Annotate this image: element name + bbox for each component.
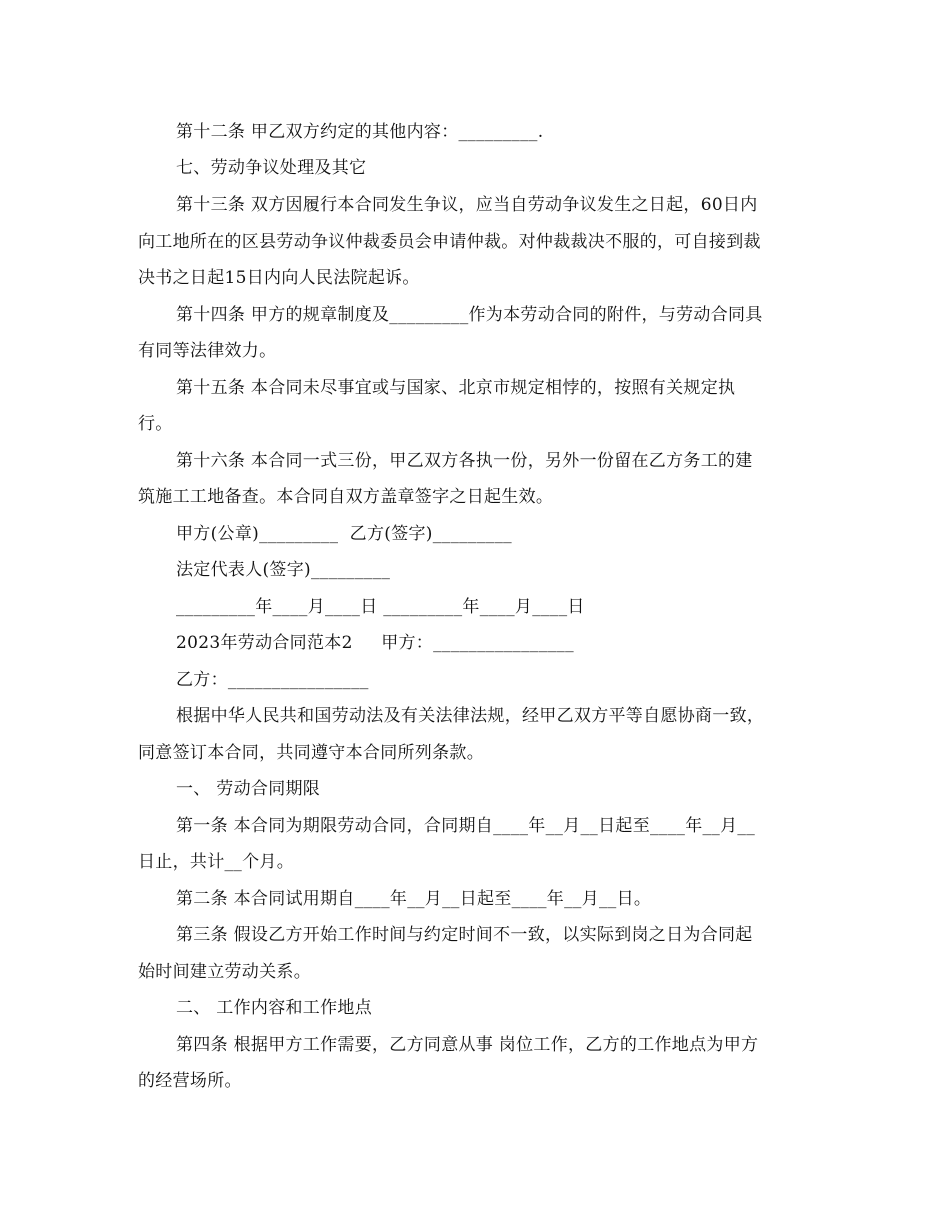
preamble-line-2: 同意签订本合同，共同遵守本合同所列条款。 xyxy=(138,743,484,763)
clause-13-line-3: 决书之日起15日内向人民法院起诉。 xyxy=(138,268,420,288)
clause-13-line-2: 向工地所在的区县劳动争议仲裁委员会申请仲裁。对仲裁裁决不服的，可自接到裁 xyxy=(138,232,761,252)
section-2-heading: 二、 工作内容和工作地点 xyxy=(176,998,373,1018)
preamble-line-1: 根据中华人民共和国劳动法及有关法律法规，经甲乙双方平等自愿协商一致， xyxy=(176,706,765,726)
party-b-line: 乙方：________________ xyxy=(176,670,369,690)
clause-3-line-2: 始时间建立劳动关系。 xyxy=(138,962,311,982)
clause-12-line: 第十二条 甲乙双方约定的其他内容：_________. xyxy=(176,122,544,142)
clause-16-line-2: 筑施工工地备查。本合同自双方盖章签字之日起生效。 xyxy=(138,487,554,507)
clause-2-line: 第二条 本合同试用期自____年__月__日起至____年__月__日。 xyxy=(176,889,652,909)
signature-parties-line: 甲方(公章)_________ 乙方(签字)_________ xyxy=(176,524,512,544)
legal-representative-line: 法定代表人(签字)_________ xyxy=(176,560,391,580)
clause-15-line-1: 第十五条 本合同未尽事宜或与国家、北京市规定相悖的，按照有关规定执 xyxy=(176,378,736,398)
clause-14-line-2: 有同等法律效力。 xyxy=(138,341,277,361)
clause-4-line-1: 第四条 根据甲方工作需要，乙方同意从事 岗位工作，乙方的工作地点为甲方 xyxy=(176,1035,759,1055)
clause-14-line-1: 第十四条 甲方的规章制度及_________作为本劳动合同的附件，与劳动合同具 xyxy=(176,305,763,325)
section-1-heading: 一、 劳动合同期限 xyxy=(176,779,321,799)
clause-4-line-2: 的经营场所。 xyxy=(138,1071,242,1091)
clause-13-line-1: 第十三条 双方因履行本合同发生争议，应当自劳动争议发生之日起，60日内 xyxy=(176,195,758,215)
clause-15-line-2: 行。 xyxy=(138,414,173,434)
clause-3-line-1: 第三条 假设乙方开始工作时间与约定时间不一致，以实际到岗之日为合同起 xyxy=(176,925,753,945)
template-2-title-line: 2023年劳动合同范本2 甲方：________________ xyxy=(176,633,574,653)
clause-1-line-1: 第一条 本合同为期限劳动合同，合同期自____年__月__日起至____年__月__ xyxy=(176,816,756,836)
clause-1-line-2: 日止，共计__个月。 xyxy=(138,852,294,872)
section-7-heading: 七、劳动争议处理及其它 xyxy=(176,158,367,178)
clause-16-line-1: 第十六条 本合同一式三份，甲乙双方各执一份，另外一份留在乙方务工的建 xyxy=(176,451,753,471)
signature-date-line: _________年____月____日 _________年____月____日 xyxy=(176,597,585,617)
